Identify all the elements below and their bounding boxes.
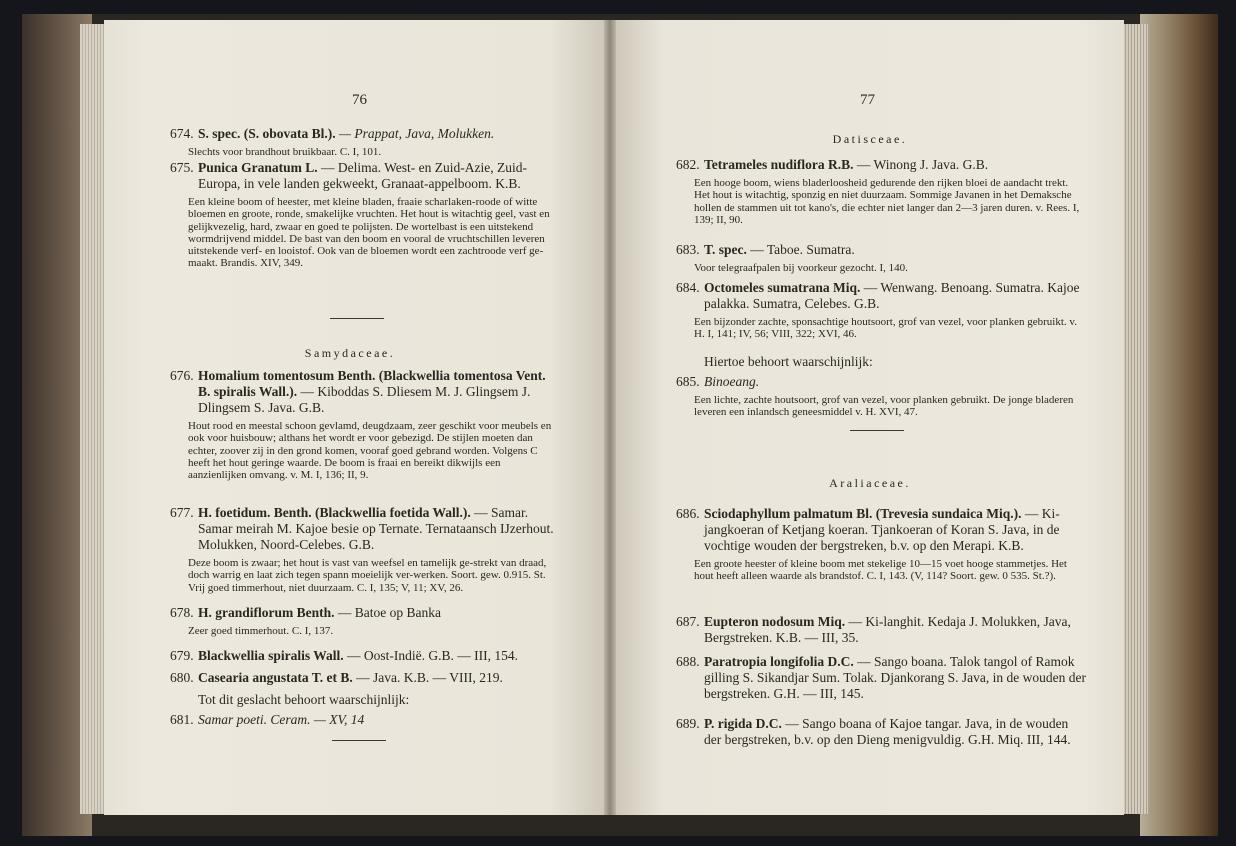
- entry-679: 679. Blackwellia spiralis Wall. — Oost-Indië. G.B. — III, 154.: [170, 648, 519, 663]
- right-cover: [1140, 14, 1218, 836]
- entry-688: 688. Paratropia longifolia D.C. — Sango boana. Talok tangol of Ramok gilling S. Sikandjar Sum. Tolak. Djankorang S. Java, in de wouden der bergstreken. G.H. — III, 145.: [676, 654, 1087, 701]
- entry-675: 675. Punica Granatum L. — Delima. West- en Zuid-Azie, Zuid-Europa, in vele landen gekweekt, Granaat-appelboom. K.B. Een kleine boom of heester, met kleine bladen, fraaie scharlaken-roode of witte bloemen en groote, ronde, smakelijke vruchten. Het hout is witachtig geel, vast en gelijkvezelig, hard, zwaar en goed te polijsten. De wortelbast is een uitstekend wormdrijvend middel. De bast van den boom en vooral de vruchtschillen leveren uitstekende verf- en looistof. Ook van de bloemen wordt een zachtroode verf ge-maakt. Brandis. XIV, 349.: [170, 160, 550, 270]
- book-gutter: [604, 20, 616, 815]
- entry-674: 674. S. spec. (S. obovata Bl.). — Prappat, Java, Molukken. Slechts voor brandhout bruikbaar. C. I, 101.: [170, 126, 495, 158]
- genus-note-right: Hiertoe behoort waarschijnlijk:: [704, 354, 873, 369]
- section-title-araliaceae: Araliaceae.: [829, 476, 911, 490]
- section-rule: [332, 740, 386, 741]
- entry-681: 681. Samar poeti. Ceram. — XV, 14: [170, 712, 365, 727]
- entry-684: 684. Octomeles sumatrana Miq. — Wenwang. Benoang. Sumatra. Kajoe palakka. Sumatra, Celebes. G.B. Een bijzonder zachte, sponsachtige houtsoort, grof van vezel, voor planken gebruikt. v. H. I, 141; IV, 56; VIII, 322; XVI, 46.: [676, 280, 1080, 341]
- entry-686: 686. Sciodaphyllum palmatum Bl. (Trevesia sundaica Miq.). — Ki-jangkoeran of Ketjang koeran. Tjankoeran of Koran S. Java, in de vochtige wouden der bergstreken, b.v. op den Merapi. K.B. Een groote heester of kleine boom met stekelige 10—15 voet hooge stammetjes. Het hout heeft alleen waarde als brandstof. C. I, 143. (V, 114? Soort. gew. 0 535. St.?).: [676, 506, 1067, 583]
- entry-682: 682. Tetrameles nudiflora R.B. — Winong J. Java. G.B. Een hooge boom, wiens bladerloosheid gedurende den rijken bloei de aandacht trekt. Het hout is witachtig, sponzig en niet duurzaam. Sommige Javanen in het Demaksche hollen de stammen uit tot kano's, die echter niet langer dan 2—3 jaren duren. v. Rees. I, 139; II, 90.: [676, 157, 1080, 226]
- page-number-right: 77: [860, 92, 875, 108]
- entry-687: 687. Eupteron nodosum Miq. — Ki-langhit. Kedaja J. Molukken, Java, Bergstreken. K.B. — III, 35.: [676, 614, 1071, 645]
- entry-685: 685. Binoeang. Een lichte, zachte houtsoort, grof van vezel, voor planken gebruikt. De jonge bladeren leveren een inlandsch geneesmiddel v. H. XVI, 47.: [676, 374, 1074, 419]
- left-page-edges: [80, 24, 106, 814]
- entry-689: 689. P. rigida D.C. — Sango boana of Kajoe tangar. Java, in de wouden der bergstreken, b.v. op den Dieng menigvuldig. G.H. Miq. III, 144.: [676, 716, 1071, 747]
- entry-680: 680. Casearia angustata T. et B. — Java. K.B. — VIII, 219.: [170, 670, 503, 685]
- section-title-samydaceae: Samydaceae.: [304, 346, 396, 360]
- right-page-edges: [1120, 24, 1148, 814]
- entry-676: 676. Homalium tomentosum Benth. (Blackwellia tomentosa Vent. B. spiralis Wall.). — Kiboddas S. Dliesem M. J. Glingsem J. Dlingsem S. Java. G.B. Hout rood en meestal schoon gevlamd, deugdzaam, zeer geschikt voor meubels en ook voor huisbouw; althans het wordt er voor gebezigd. De stijlen moeten dan echter, zoover zij in den grond komen, vooraf goed gebrand worden. Volgens C heeft het hout geringe waarde. De boom is fraai en bereikt dikwijls een aanzienlijken omvang. v. M. I, 136; II, 9.: [170, 368, 552, 482]
- genus-note-left: Tot dit geslacht behoort waarschijnlijk:: [198, 692, 410, 707]
- page-number-left: 76: [352, 92, 367, 108]
- entry-677: 677. H. foetidum. Benth. (Blackwellia foetida Wall.). — Samar. Samar meirah M. Kajoe besie op Ternate. Ternataansch IJzerhout. Molukken, Noord-Celebes. G.B. Deze boom is zwaar; het hout is vast van weefsel en tamelijk ge-strekt van draad, doch warrig en laat zich tegen spann moeielijk ver-werken. Soort. gew. 0.915. St. Vrij goed timmerhout, niet duurzaam. C. I, 135; V, 11; XV, 26.: [170, 505, 554, 594]
- entry-683: 683. T. spec. — Taboe. Sumatra. Voor telegraafpalen bij voorkeur gezocht. I, 140.: [676, 242, 908, 274]
- section-rule: [330, 318, 384, 319]
- entry-678: 678. H. grandiflorum Benth. — Batoe op Banka Zeer goed timmerhout. C. I, 137.: [170, 605, 441, 637]
- section-rule: [850, 430, 904, 431]
- section-title-datisceae: Datisceae.: [832, 132, 908, 146]
